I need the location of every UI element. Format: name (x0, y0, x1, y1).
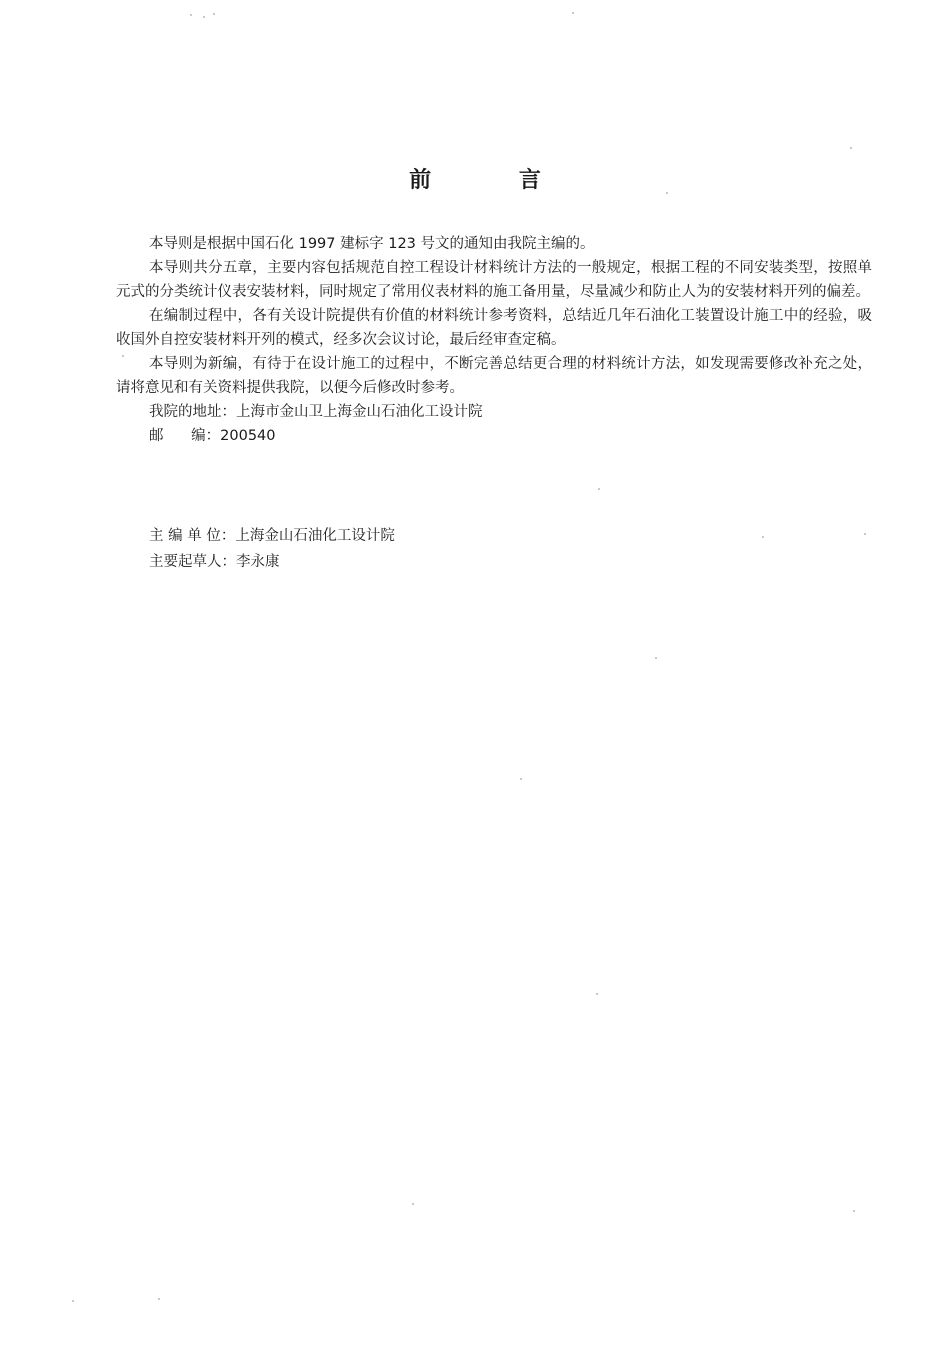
address-line: 我院的地址：上海市金山卫上海金山石油化工设计院 (149, 404, 483, 420)
scan-speck (520, 778, 522, 780)
scan-speck (850, 147, 852, 149)
scan-speck (762, 536, 764, 538)
drafter-line: 主要起草人：李永康 (149, 554, 280, 570)
postcode-line: 邮 编：200540 (149, 428, 276, 444)
editor-unit-line: 主 编 单 位：上海金山石油化工设计院 (149, 528, 395, 544)
scan-speck (666, 192, 668, 194)
paragraph-1: 本导则是根据中国石化 1997 建标字 123 号文的通知由我院主编的。 (149, 236, 595, 252)
paragraph-3: 在编制过程中，各有关设计院提供有价值的材料统计参考资料，总结近几年石油化工装置设计施工中的经验，吸收国外自控安装材料开列的模式，经多次会议讨论，最后经审查定稿。 (116, 308, 872, 348)
paragraph-4: 本导则为新编，有待于在设计施工的过程中，不断完善总结更合理的材料统计方法，如发现需要修改补充之处，请将意见和有关资料提供我院，以便今后修改时参考。 (116, 356, 872, 396)
credits-block (149, 523, 395, 575)
scan-speck (72, 1300, 74, 1302)
scan-speck (190, 14, 192, 16)
scan-speck (596, 993, 598, 995)
preface-body (116, 232, 872, 448)
scan-speck (655, 657, 657, 659)
scan-speck (853, 1210, 855, 1212)
scan-speck (122, 355, 124, 357)
scan-speck (572, 12, 574, 14)
scan-speck (213, 13, 215, 15)
paragraph-2: 本导则共分五章，主要内容包括规范自控工程设计材料统计方法的一般规定，根据工程的不同安装类型，按照单元式的分类统计仪表安装材料，同时规定了常用仪表材料的施工备用量，尽量减少和防止人为的安装材料开列的偏差。 (116, 260, 872, 300)
page-title: 前 言 (409, 168, 581, 193)
scan-speck (864, 533, 866, 535)
scan-speck (412, 1203, 414, 1205)
scan-speck (158, 1298, 160, 1300)
scan-speck (203, 16, 205, 18)
scan-speck (598, 488, 600, 490)
